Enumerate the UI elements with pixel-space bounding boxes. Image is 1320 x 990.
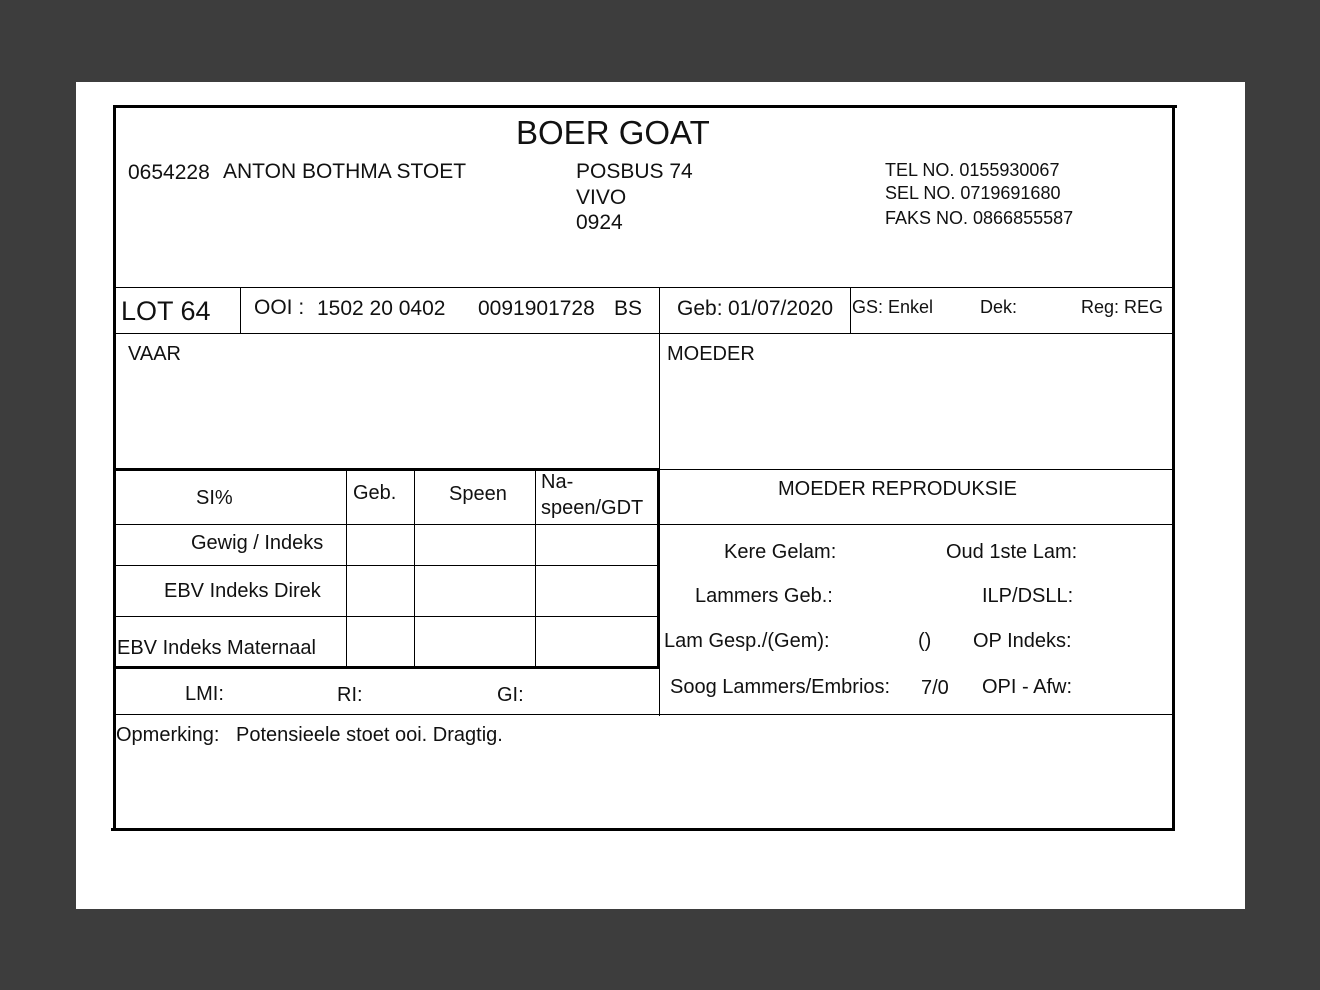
lambs-weaned-value: () — [918, 630, 932, 652]
suckled-lambs-label: Soog Lammers/Embrios: — [670, 676, 891, 698]
card-title: BOER GOAT — [516, 114, 710, 151]
age-first-lamb-label: Oud 1ste Lam: — [946, 541, 1078, 563]
breeder-name: ANTON BOTHMA STOET — [223, 160, 467, 183]
divider — [115, 565, 660, 566]
weaning-header: Speen — [449, 483, 507, 505]
remarks-text: Potensieele stoet ooi. Dragtig. — [236, 724, 503, 746]
divider — [115, 468, 660, 471]
ewe-code: BS — [614, 297, 643, 320]
divider — [115, 287, 1173, 288]
ewe-label: OOI : — [254, 296, 305, 319]
divider — [115, 666, 660, 669]
cell-number: SEL NO. 0719691680 — [885, 183, 1061, 203]
lambs-born-label: Lammers Geb.: — [695, 585, 833, 607]
mated-label: Dek: — [980, 297, 1018, 317]
divider — [659, 288, 660, 334]
divider — [535, 470, 536, 668]
post-weaning-header-line-2: speen/GDT — [541, 497, 644, 519]
times-lambed-label: Kere Gelam: — [724, 541, 837, 563]
card-border-right — [1172, 105, 1175, 831]
birth-date: 01/07/2020 — [728, 297, 834, 320]
gi-label: GI: — [497, 684, 524, 706]
sire-label: VAAR — [128, 343, 181, 365]
weight-index-row-label: Gewig / Indeks — [191, 532, 324, 554]
registration-status: Reg: REG — [1081, 297, 1164, 317]
address-line-3: 0924 — [576, 211, 623, 234]
remarks-label: Opmerking: — [116, 724, 220, 746]
address-line-2: VIVO — [576, 186, 627, 209]
birth-label: Geb: — [677, 297, 723, 320]
si-header: SI% — [196, 487, 233, 509]
divider — [115, 714, 1173, 715]
divider — [657, 469, 660, 669]
divider — [346, 470, 347, 668]
fax-number: FAKS NO. 0866855587 — [885, 208, 1074, 228]
op-index-label: OP Indeks: — [973, 630, 1072, 652]
card-border-bottom — [111, 828, 1175, 831]
reproduction-title: MOEDER REPRODUKSIE — [778, 478, 1017, 500]
birth-header: Geb. — [353, 482, 397, 504]
divider — [115, 616, 660, 617]
lmi-label: LMI: — [185, 683, 224, 705]
card-border-top — [113, 105, 1177, 108]
lot-number: LOT 64 — [121, 296, 211, 326]
divider — [240, 288, 241, 334]
ewe-registration: 0091901728 — [478, 297, 595, 320]
ebv-maternal-row-label: EBV Indeks Maternaal — [117, 637, 316, 659]
divider — [414, 470, 415, 668]
divider — [115, 524, 1173, 525]
divider — [660, 469, 1173, 470]
birth-status: GS: Enkel — [852, 297, 934, 317]
ewe-id: 1502 20 0402 — [317, 297, 446, 320]
ebv-direct-row-label: EBV Indeks Direk — [164, 580, 321, 602]
dam-label: MOEDER — [667, 343, 755, 365]
suckled-lambs-value: 7/0 — [921, 677, 949, 699]
divider — [115, 333, 1173, 334]
address-line-1: POSBUS 74 — [576, 160, 693, 183]
post-weaning-header-line-1: Na- — [541, 471, 574, 493]
breeder-number: 0654228 — [128, 161, 210, 184]
ilp-dsll-label: ILP/DSLL: — [982, 585, 1074, 607]
phone-number: TEL NO. 0155930067 — [885, 160, 1060, 180]
ri-label: RI: — [337, 684, 363, 706]
opi-deviation-label: OPI - Afw: — [982, 676, 1073, 698]
divider — [850, 288, 851, 334]
lambs-weaned-label: Lam Gesp./(Gem): — [664, 630, 830, 652]
